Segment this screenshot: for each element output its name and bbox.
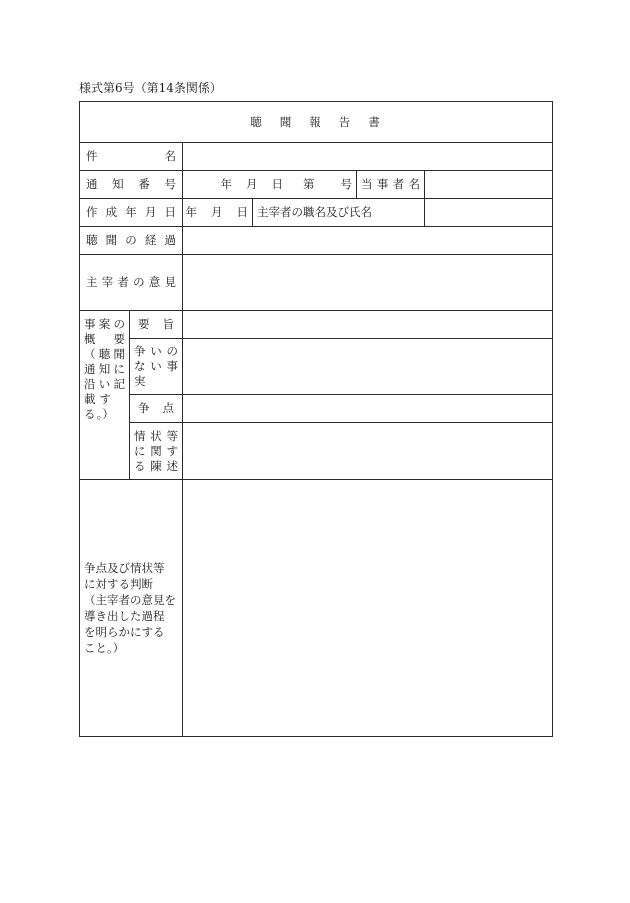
judgment-label — [80, 480, 183, 737]
label-line — [134, 429, 178, 444]
label-char: い — [150, 344, 162, 358]
presider-title-label: 主宰者の職名及び氏名 — [253, 199, 425, 227]
circumstances-field[interactable] — [183, 423, 553, 480]
presider-opinion-char: 宰 — [101, 275, 114, 289]
label-line — [84, 407, 125, 422]
label-line — [84, 317, 125, 332]
case-summary-label — [80, 311, 130, 480]
form-title — [80, 102, 553, 143]
notice-number-char: 番 — [138, 177, 150, 191]
label-char: 事 — [166, 359, 178, 373]
label-line — [134, 444, 178, 459]
hearing-report-form — [79, 101, 553, 737]
notice-number-label — [80, 171, 183, 199]
label-char: 聞 — [113, 347, 125, 361]
notice-number-char: 号 — [164, 177, 176, 191]
label-line — [84, 362, 125, 377]
hearing-progress-field[interactable] — [183, 227, 553, 255]
label-char: の — [113, 317, 125, 331]
label-char: 沿 — [84, 377, 96, 391]
label-char: 概 — [84, 332, 96, 346]
label-char: 事 — [84, 317, 96, 331]
label-char: （ — [84, 347, 96, 361]
gist-char: 要 — [138, 317, 150, 331]
created-date-char: 日 — [236, 205, 248, 219]
label-char: 要 — [113, 332, 125, 346]
hearing-progress-char: 聞 — [105, 233, 118, 247]
notice-date-char: 第 — [303, 177, 315, 191]
label-char: 状 — [150, 428, 162, 443]
created-date-char: 日 — [164, 205, 176, 219]
label-char: 載 — [84, 392, 96, 406]
created-date-char: 成 — [105, 205, 118, 219]
label-char: 知 — [98, 362, 111, 376]
undisputed-facts-field[interactable] — [183, 339, 553, 395]
presider-opinion-char: 見 — [164, 275, 176, 289]
judgment-line: こと。） — [84, 641, 125, 655]
judgment-line: 争点及び情状等 — [84, 561, 165, 575]
gist-char: 旨 — [162, 317, 174, 331]
created-date-char: 月 — [211, 205, 223, 219]
label-char: い — [150, 359, 162, 373]
title-char: 書 — [368, 114, 382, 129]
presider-opinion-char: 主 — [86, 275, 98, 289]
created-date-char: 年 — [185, 205, 197, 219]
label-char: 陳 — [150, 458, 162, 473]
notice-number-char: 通 — [86, 177, 98, 191]
hearing-progress-label — [80, 227, 183, 255]
hearing-progress-char: 聴 — [86, 233, 98, 247]
label-char: る — [134, 458, 146, 473]
notice-date-char: 月 — [246, 177, 258, 191]
presider-opinion-char: の — [133, 275, 145, 289]
judgment-line: に対する判断 — [84, 577, 153, 591]
label-char: 関 — [150, 443, 162, 458]
title-char: 聴 — [250, 114, 264, 129]
label-line — [134, 374, 178, 389]
label-char: 情 — [134, 428, 146, 443]
title-char: 告 — [338, 114, 353, 129]
case-name-char: 件 — [86, 149, 98, 163]
label-line — [84, 332, 125, 347]
gist-label — [130, 311, 183, 339]
case-name-char: 名 — [164, 149, 176, 163]
party-name-field[interactable] — [425, 171, 553, 199]
label-char: に — [113, 362, 125, 376]
label-char: の — [166, 344, 178, 358]
case-name-label — [80, 143, 183, 171]
label-char: 聴 — [98, 347, 111, 361]
undisputed-facts-label — [130, 339, 183, 395]
label-char: 等 — [166, 428, 178, 443]
judgment-line: （主宰者の意見を — [84, 593, 176, 607]
notice-date-char: 日 — [271, 177, 283, 191]
judgment-line: 導き出した過程 — [84, 609, 165, 623]
title-char: 聞 — [279, 114, 294, 129]
presider-opinion-field[interactable] — [183, 255, 553, 311]
label-char: 記 — [113, 377, 125, 391]
issues-label — [130, 395, 183, 423]
hearing-progress-char: の — [125, 233, 137, 247]
issues-char: 点 — [162, 401, 174, 415]
created-date-char: 月 — [144, 205, 157, 219]
label-line — [84, 392, 125, 407]
presider-opinion-label — [80, 255, 183, 311]
label-char — [115, 392, 125, 407]
form-number-caption: 様式第6号（第14条関係） — [79, 81, 222, 95]
label-char: に — [134, 443, 146, 458]
gist-field[interactable] — [183, 311, 553, 339]
presider-opinion-char: 意 — [148, 275, 161, 289]
label-line — [84, 377, 125, 392]
created-date-field[interactable] — [183, 199, 253, 227]
label-char: 実 — [134, 374, 146, 388]
label-line — [134, 344, 178, 359]
party-name-char: 当 — [361, 177, 373, 191]
presider-opinion-char: 者 — [117, 275, 129, 289]
label-char: る — [84, 407, 96, 421]
hearing-progress-char: 過 — [164, 233, 176, 247]
issues-field[interactable] — [183, 395, 553, 423]
label-char: 。） — [96, 407, 114, 421]
label-char: す — [99, 392, 111, 406]
label-char: 案 — [98, 317, 111, 331]
label-char — [168, 374, 178, 389]
label-line — [134, 459, 178, 474]
judgment-line: を明らかにする — [84, 625, 165, 639]
notice-date-char: 号 — [340, 177, 352, 191]
party-name-char: 者 — [392, 177, 405, 191]
created-date-label — [80, 199, 183, 227]
label-char — [115, 407, 125, 422]
label-char: な — [134, 359, 146, 373]
presider-title-field[interactable] — [425, 199, 553, 227]
label-char: す — [166, 443, 178, 458]
party-name-char: 事 — [376, 177, 389, 191]
label-char — [152, 374, 162, 389]
party-name-char: 名 — [408, 177, 420, 191]
created-date-char: 作 — [86, 205, 98, 219]
label-line — [84, 347, 125, 362]
label-line — [134, 359, 178, 374]
issues-char: 争 — [138, 401, 150, 415]
label-char: 述 — [166, 458, 178, 473]
hearing-progress-char: 経 — [144, 233, 157, 247]
notice-number-char: 知 — [112, 177, 124, 191]
circumstances-label — [130, 423, 183, 480]
party-name-label — [357, 171, 425, 199]
notice-date-number-field[interactable] — [183, 171, 357, 199]
label-char: い — [98, 377, 111, 391]
label-char: 争 — [134, 344, 146, 358]
notice-date-char: 年 — [220, 177, 232, 191]
label-char — [100, 332, 110, 347]
title-char: 報 — [309, 114, 323, 129]
label-char: 通 — [84, 362, 96, 376]
judgment-field[interactable] — [183, 480, 553, 737]
case-name-field[interactable] — [183, 143, 553, 171]
created-date-char: 年 — [125, 205, 137, 219]
